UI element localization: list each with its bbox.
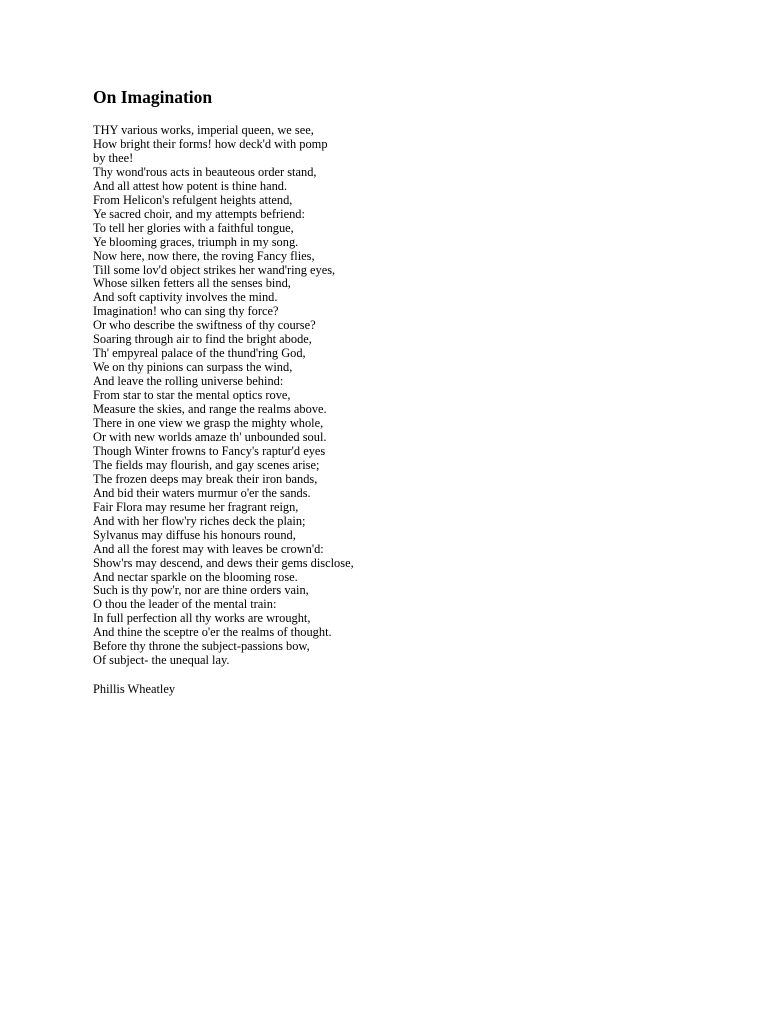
- poem-line: Th' empyreal palace of the thund'ring God,: [93, 346, 306, 361]
- poem-line: And nectar sparkle on the blooming rose.: [93, 569, 298, 584]
- poem-line: From Helicon's refulgent heights attend,: [93, 192, 293, 207]
- poem-line: And all the forest may with leaves be crown'd:: [93, 541, 324, 556]
- poem-line: And soft captivity involves the mind.: [93, 290, 278, 305]
- poem-line: To tell her glories with a faithful tongue,: [93, 220, 294, 235]
- poem-line: The frozen deeps may break their iron bands,: [93, 471, 318, 486]
- poem-line: O thou the leader of the mental train:: [93, 597, 277, 612]
- poem-line: THY various works, imperial queen, we see,: [93, 123, 314, 137]
- poem-line: We on thy pinions can surpass the wind,: [93, 360, 293, 375]
- poem-line: How bright their forms! how deck'd with pomp: [93, 136, 328, 151]
- poem-line: Or who describe the swiftness of thy course?: [93, 318, 316, 333]
- poem-line: In full perfection all thy works are wrought,: [93, 611, 311, 626]
- poem-line: And all attest how potent is thine hand.: [93, 178, 288, 193]
- poem-line: by thee!: [93, 150, 134, 165]
- poem-line: Show'rs may descend, and dews their gems disclose,: [93, 555, 354, 570]
- poem-line: Whose silken fetters all the senses bind,: [93, 276, 291, 291]
- poem-line: Fair Flora may resume her fragrant reign,: [93, 499, 299, 514]
- poem-line: Ye blooming graces, triumph in my song.: [93, 234, 299, 249]
- poem-line: Or with new worlds amaze th' unbounded soul.: [93, 429, 327, 444]
- document-page: [93, 86, 733, 696]
- poem-line: Till some lov'd object strikes her wand'ring eyes,: [93, 262, 336, 277]
- poem-line: Measure the skies, and range the realms above.: [93, 402, 327, 417]
- poem-line: Such is thy pow'r, nor are thine orders vain,: [93, 583, 309, 598]
- poem-line: Ye sacred choir, and my attempts befriend:: [93, 206, 305, 221]
- poem-line: Thy wond'rous acts in beauteous order stand,: [93, 164, 317, 179]
- poem-line: Before thy throne the subject-passions bow,: [93, 639, 310, 654]
- poem-line: And leave the rolling universe behind:: [93, 374, 284, 389]
- poem-line: And thine the sceptre o'er the realms of thought.: [93, 625, 332, 640]
- poem-line: From star to star the mental optics rove,: [93, 388, 291, 403]
- poem-line: Of subject- the unequal lay.: [93, 653, 230, 668]
- poem-line: Sylvanus may diffuse his honours round,: [93, 527, 296, 542]
- poem-line: The fields may flourish, and gay scenes arise;: [93, 457, 320, 472]
- poem-author: Phillis Wheatley: [93, 682, 176, 697]
- poem-line: There in one view we grasp the mighty whole,: [93, 416, 324, 431]
- poem-line: Soaring through air to find the bright abode,: [93, 332, 312, 347]
- poem-line: And bid their waters murmur o'er the sands.: [93, 485, 311, 500]
- poem-title: On Imagination: [93, 87, 213, 107]
- poem-line: Though Winter frowns to Fancy's raptur'd eyes: [93, 443, 326, 458]
- poem-line: Now here, now there, the roving Fancy flies,: [93, 248, 315, 263]
- poem-line: Imagination! who can sing thy force?: [93, 304, 279, 319]
- poem-line: And with her flow'ry riches deck the plain;: [93, 513, 306, 528]
- poem-body: [93, 124, 733, 668]
